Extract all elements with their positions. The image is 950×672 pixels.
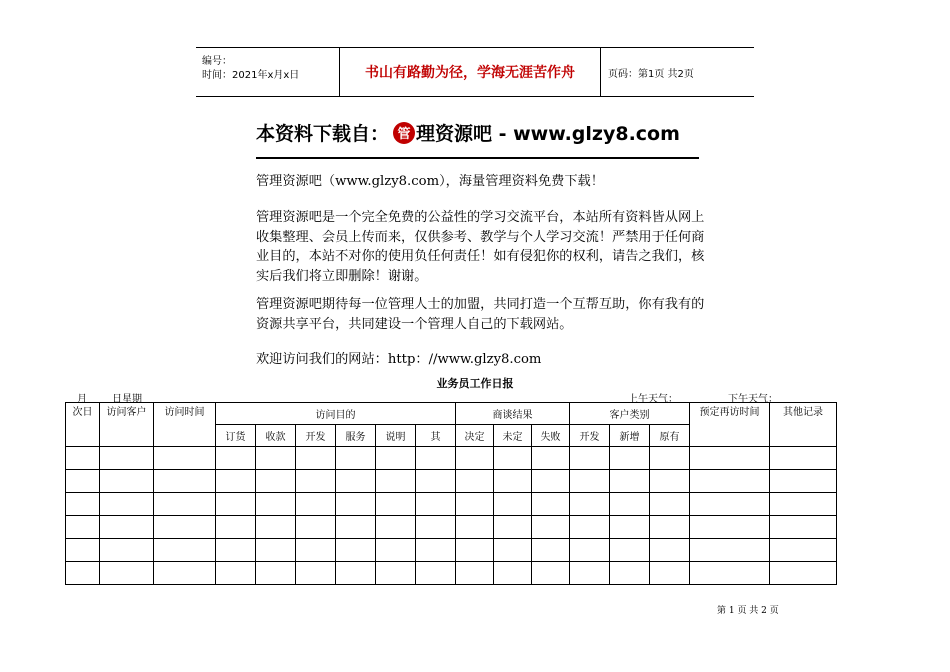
header-time: 访问时间 — [154, 403, 216, 447]
table-cell — [494, 493, 532, 516]
table-cell — [650, 447, 690, 470]
banner-rest: 理资源吧 - www.glzy8.com — [416, 123, 680, 145]
table-row — [66, 516, 837, 539]
table-cell — [154, 562, 216, 585]
sub-header-purpose: 服务 — [336, 425, 376, 447]
sub-header-purpose: 订货 — [216, 425, 256, 447]
table-cell — [66, 470, 100, 493]
table-cell — [532, 493, 570, 516]
table-cell — [690, 447, 770, 470]
table-cell — [610, 562, 650, 585]
table-cell — [650, 493, 690, 516]
table-cell — [66, 516, 100, 539]
header-motto: 书山有路勤为径，学海无涯苦作舟 — [340, 48, 601, 96]
table-cell — [532, 562, 570, 585]
table-cell — [216, 539, 256, 562]
day-week-label: 日星期 — [112, 394, 142, 405]
table-cell — [66, 447, 100, 470]
table-cell — [66, 539, 100, 562]
table-cell — [770, 447, 837, 470]
table-cell — [216, 562, 256, 585]
table-cell — [456, 470, 494, 493]
report-title: 业务员工作日报 — [436, 377, 514, 390]
table-cell — [336, 447, 376, 470]
sub-header-result: 失败 — [532, 425, 570, 447]
table-cell — [66, 562, 100, 585]
table-cell — [66, 493, 100, 516]
table-cell — [532, 470, 570, 493]
banner-rule — [256, 157, 699, 159]
header-revisit: 预定再访时间 — [690, 403, 770, 447]
sub-header-purpose: 开发 — [296, 425, 336, 447]
table-cell — [650, 470, 690, 493]
table-cell — [456, 516, 494, 539]
header-meta — [196, 48, 340, 96]
table-cell — [494, 539, 532, 562]
table-cell — [650, 539, 690, 562]
table-cell — [256, 447, 296, 470]
table-cell — [154, 470, 216, 493]
intro-paragraph-3: 管理资源吧期待每一位管理人士的加盟，共同打造一个互帮互助，你有我有的资源共享平台，共同建设一个管理人自己的下载网站。 — [256, 297, 705, 332]
table-cell — [216, 470, 256, 493]
page-footer: 第 1 页 共 2 页 — [717, 606, 779, 616]
table-cell — [690, 516, 770, 539]
table-cell — [154, 447, 216, 470]
table-cell — [256, 493, 296, 516]
table-cell — [376, 516, 416, 539]
table-cell — [570, 516, 610, 539]
header-page-label: 页码：第1页 共2页 — [608, 68, 694, 80]
page-header — [196, 47, 754, 97]
table-cell — [100, 562, 154, 585]
table-cell — [494, 470, 532, 493]
table-cell — [456, 562, 494, 585]
table-cell — [494, 447, 532, 470]
table-cell — [456, 539, 494, 562]
report-table — [65, 402, 837, 585]
table-cell — [570, 470, 610, 493]
table-cell — [690, 493, 770, 516]
intro-paragraph-1: 管理资源吧（www.glzy8.com），海量管理资料免费下载！ — [256, 174, 604, 189]
table-cell — [416, 470, 456, 493]
sub-header-purpose: 说明 — [376, 425, 416, 447]
table-cell — [532, 516, 570, 539]
table-cell — [154, 539, 216, 562]
table-row — [66, 493, 837, 516]
table-cell — [296, 562, 336, 585]
intro-paragraph-4: 欢迎访问我们的网站：http：//www.glzy8.com — [256, 352, 542, 367]
table-cell — [570, 447, 610, 470]
table-cell — [532, 539, 570, 562]
time-label: 时间：2021年x月x日 — [202, 70, 300, 81]
table-cell — [456, 493, 494, 516]
table-cell — [100, 539, 154, 562]
sub-header-category: 新增 — [610, 425, 650, 447]
table-cell — [100, 447, 154, 470]
table-cell — [376, 470, 416, 493]
table-cell — [296, 493, 336, 516]
table-cell — [570, 539, 610, 562]
header-category: 客户类别 — [570, 403, 690, 425]
table-cell — [610, 447, 650, 470]
table-cell — [296, 470, 336, 493]
table-cell — [610, 493, 650, 516]
table-cell — [296, 539, 336, 562]
table-cell — [154, 516, 216, 539]
table-cell — [256, 539, 296, 562]
table-cell — [770, 516, 837, 539]
table-cell — [416, 516, 456, 539]
table-cell — [216, 493, 256, 516]
table-cell — [100, 516, 154, 539]
table-cell — [256, 470, 296, 493]
table-cell — [216, 447, 256, 470]
table-cell — [296, 447, 336, 470]
table-cell — [376, 493, 416, 516]
table-cell — [570, 562, 610, 585]
sub-header-purpose: 其 — [416, 425, 456, 447]
table-cell — [770, 470, 837, 493]
table-cell — [376, 562, 416, 585]
table-cell — [690, 470, 770, 493]
table-row — [66, 562, 837, 585]
table-cell — [494, 516, 532, 539]
am-weather-label: 上午天气： — [628, 394, 678, 405]
table-cell — [336, 493, 376, 516]
header-client: 访问客户 — [100, 403, 154, 447]
table-cell — [610, 470, 650, 493]
table-cell — [690, 539, 770, 562]
table-cell — [376, 539, 416, 562]
table-cell — [336, 562, 376, 585]
sub-header-result: 决定 — [456, 425, 494, 447]
table-cell — [570, 493, 610, 516]
sub-header-category: 原有 — [650, 425, 690, 447]
table-row — [66, 539, 837, 562]
table-cell — [650, 516, 690, 539]
header-purpose: 访问目的 — [216, 403, 456, 425]
pm-weather-label: 下午天气： — [728, 394, 778, 405]
intro-paragraph-2: 管理资源吧是一个完全免费的公益性的学习交流平台，本站所有资料皆从网上收集整理、会员上传而来，仅供参考、教学与个人学习交流！严禁用于任何商业目的，本站不对你的使用负任何责任！如有侵犯你的权利，请告之我们，核实后我们将立即删除！谢谢。 — [256, 210, 705, 284]
sub-header-purpose: 收款 — [256, 425, 296, 447]
number-label: 编号： — [202, 56, 232, 67]
table-cell — [494, 562, 532, 585]
table-cell — [416, 447, 456, 470]
table-cell — [690, 562, 770, 585]
report-body — [66, 447, 837, 585]
table-cell — [610, 516, 650, 539]
table-row — [66, 447, 837, 470]
table-cell — [416, 493, 456, 516]
table-row — [66, 470, 837, 493]
table-cell — [256, 516, 296, 539]
header-other: 其他记录 — [770, 403, 837, 447]
table-cell — [456, 447, 494, 470]
month-label: 月 — [77, 394, 87, 405]
brand-logo-icon: 管 — [393, 122, 415, 144]
table-cell — [376, 447, 416, 470]
header-visit-no: 次日 — [66, 403, 100, 447]
table-cell — [416, 562, 456, 585]
banner-prefix: 本资料下载自： — [256, 123, 390, 145]
table-cell — [100, 470, 154, 493]
table-cell — [100, 493, 154, 516]
table-cell — [416, 539, 456, 562]
table-cell — [256, 562, 296, 585]
table-cell — [336, 516, 376, 539]
download-banner — [256, 119, 680, 146]
table-cell — [336, 470, 376, 493]
sub-header-category: 开发 — [570, 425, 610, 447]
header-result: 商谈结果 — [456, 403, 570, 425]
table-cell — [770, 562, 837, 585]
table-cell — [154, 493, 216, 516]
table-cell — [216, 516, 256, 539]
table-cell — [770, 493, 837, 516]
table-cell — [336, 539, 376, 562]
sub-header-result: 未定 — [494, 425, 532, 447]
table-cell — [770, 539, 837, 562]
table-cell — [532, 447, 570, 470]
table-cell — [650, 562, 690, 585]
table-cell — [296, 516, 336, 539]
table-cell — [610, 539, 650, 562]
